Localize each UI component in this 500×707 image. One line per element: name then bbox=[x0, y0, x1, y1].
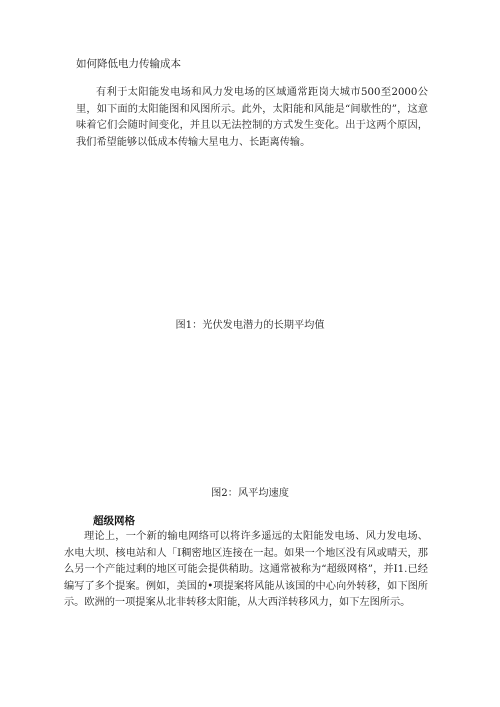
intro-paragraph: 有利于太阳能发电场和风力发电场的区域通常距岗大城市500至2000公里，如下面的太阳能图和风图所示。此外，太阳能和风能是“间歇性的”，这意味着它们会随时间变化，并且以无法控制的方式发生变化。出于这两个原因，我们希望能够以低成本传输大星电力、长距离传输。 bbox=[76, 87, 428, 148]
figure-2-placeholder bbox=[76, 340, 428, 480]
section-heading: 超级网格 bbox=[93, 515, 135, 527]
figure-2-caption: 图2：风平均速度 bbox=[211, 488, 289, 499]
figure-1-placeholder bbox=[76, 160, 428, 310]
figure-1-caption: 图1：光伏发电潜力的长期平均值 bbox=[175, 320, 325, 331]
document-title: 如何降低电力传输成本 bbox=[76, 58, 181, 70]
supergrid-paragraph: 理论上，一个新的输电网络可以将许多遥远的太阳能发电场、风力发电场、水电大坝、核电站和人「I稠密地区连接在一起。如果一个地区没有风或晴天，那么另一个产能过剩的地区可能会提供稍助。这通常被称为“超级网格”，并I1.已经编写了多个提案。例如，美国的•项提案将风能从该国的中心向外转移，如下图所示。欧洲的一项提案从北非转移太阳能，从大西洋转移风力，如下左图所示。 bbox=[64, 531, 428, 609]
